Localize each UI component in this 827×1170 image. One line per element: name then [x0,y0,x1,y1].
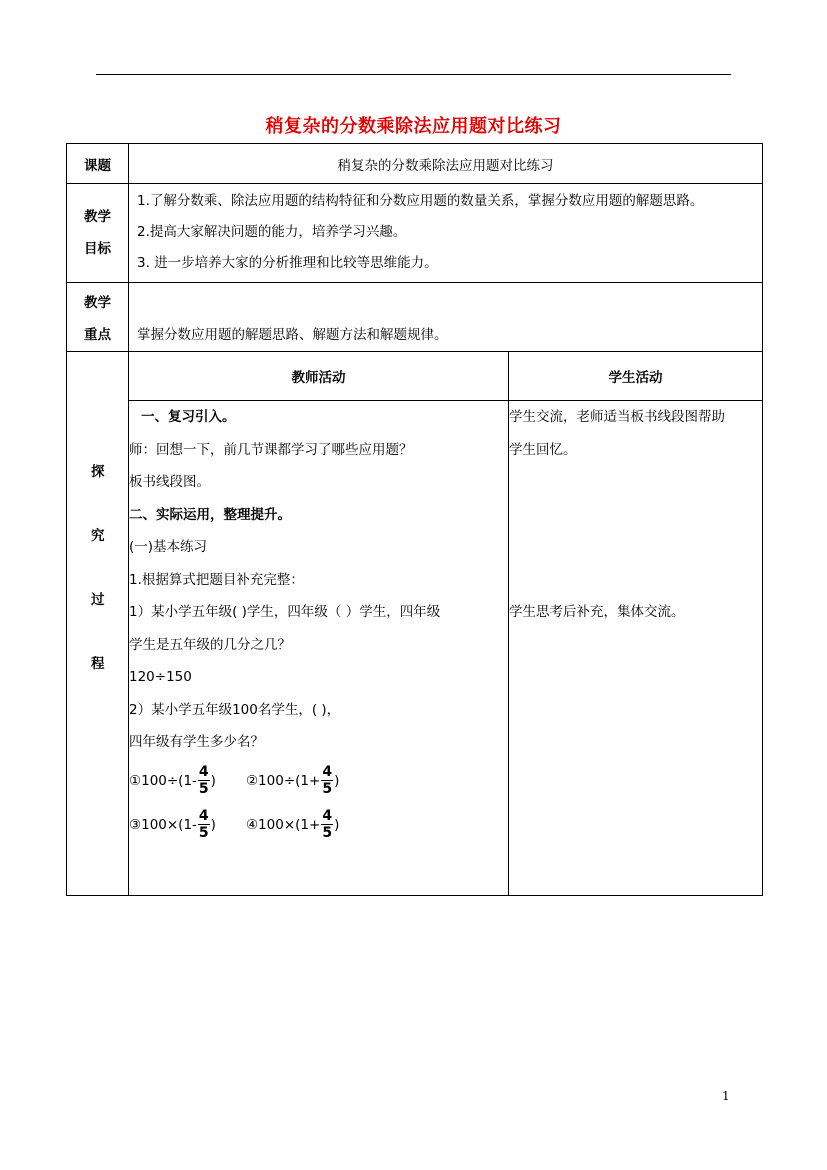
activity-content-row [67,401,763,896]
fraction [198,764,210,797]
fraction-denominator: 5 [198,781,209,797]
section-heading: 二、实际运用，整理提升。 [129,506,291,523]
teacher-line: 板书线段图。 [129,474,210,490]
fraction-denominator: 5 [322,781,333,797]
teacher-line: 2）某小学五年级100名学生，( )， [129,701,341,718]
teacher-line: 1）某小学五年级( )学生，四年级（ ）学生，四年级 [129,604,441,620]
expression-row [129,759,508,803]
focus-label-line-2: 重点 [84,327,111,343]
teacher-line: 120÷150 [129,669,192,685]
fraction-numerator: 4 [322,808,333,824]
lesson-plan-table [66,143,763,896]
goals-label [67,184,129,283]
process-label-char: 探 [91,464,105,480]
student-line: 学生交流，老师适当板书线段图帮助 [509,409,725,425]
expression-prefix: ②100÷(1+ [245,772,321,789]
expression-prefix: ④100×(1+ [245,816,321,833]
process-label [67,352,129,896]
section-heading: 一、复习引入。 [141,409,236,425]
teacher-activity-header: 教师活动 [129,352,509,401]
goals-label-line-1: 教学 [84,209,111,225]
goals-label-line-2: 目标 [84,241,111,257]
document-title: 稍复杂的分数乘除法应用题对比练习 [265,116,562,137]
fraction [198,808,210,841]
activity-header-row [67,352,763,401]
expression [129,808,216,841]
expression-suffix: ) [210,772,216,789]
expression-suffix: ) [210,816,216,833]
fraction-numerator: 4 [198,764,209,780]
page-number: 1 [722,1089,730,1103]
expression-suffix: ) [334,772,340,789]
fraction [321,764,333,797]
focus-value: 掌握分数应用题的解题思路、解题方法和解题规律。 [129,283,763,352]
student-line: 学生回忆。 [509,441,577,458]
topic-value: 稍复杂的分数乘除法应用题对比练习 [129,144,763,184]
teacher-line: 师：回想一下，前几节课都学习了哪些应用题？ [129,441,413,458]
teacher-line: 四年级有学生多少名？ [129,734,264,750]
student-activity-header: 学生活动 [509,352,763,401]
process-label-char: 过 [91,592,105,608]
focus-label-line-1: 教学 [84,295,111,311]
expression [246,764,339,797]
goal-item: 3. 进一步培养大家的分析推理和比较等思维能力。 [137,255,438,271]
topic-label: 课题 [67,144,129,184]
goal-item: 1.了解分数乘、除法应用题的结构特征和分数应用题的数量关系，掌握分数应用题的解题思路。 [137,193,704,209]
goals-content [129,184,763,283]
expression-suffix: ) [334,816,340,833]
expression-row [129,803,508,847]
expression [246,808,339,841]
goals-row [67,184,763,283]
expression [129,764,216,797]
process-label-char: 究 [91,528,105,544]
fraction [321,808,333,841]
student-line: 学生思考后补充，集体交流。 [509,604,685,620]
teacher-line: (一)基本练习 [129,539,208,555]
topic-row [67,144,763,184]
focus-label [67,283,129,352]
fraction-denominator: 5 [322,825,333,841]
expression-prefix: ①100÷(1- [129,772,197,789]
fraction-numerator: 4 [198,808,209,824]
student-activity-content [509,401,763,896]
teacher-line: 1.根据算式把题目补充完整： [129,571,304,588]
header-rule [96,74,731,75]
fraction-denominator: 5 [198,825,209,841]
fraction-numerator: 4 [322,764,333,780]
goal-item: 2.提高大家解决问题的能力，培养学习兴趣。 [137,224,407,240]
focus-row [67,283,763,352]
expression-prefix: ③100×(1- [129,816,197,833]
process-label-char: 程 [91,656,105,672]
teacher-activity-content [129,401,509,896]
teacher-line: 学生是五年级的几分之几？ [129,636,291,653]
